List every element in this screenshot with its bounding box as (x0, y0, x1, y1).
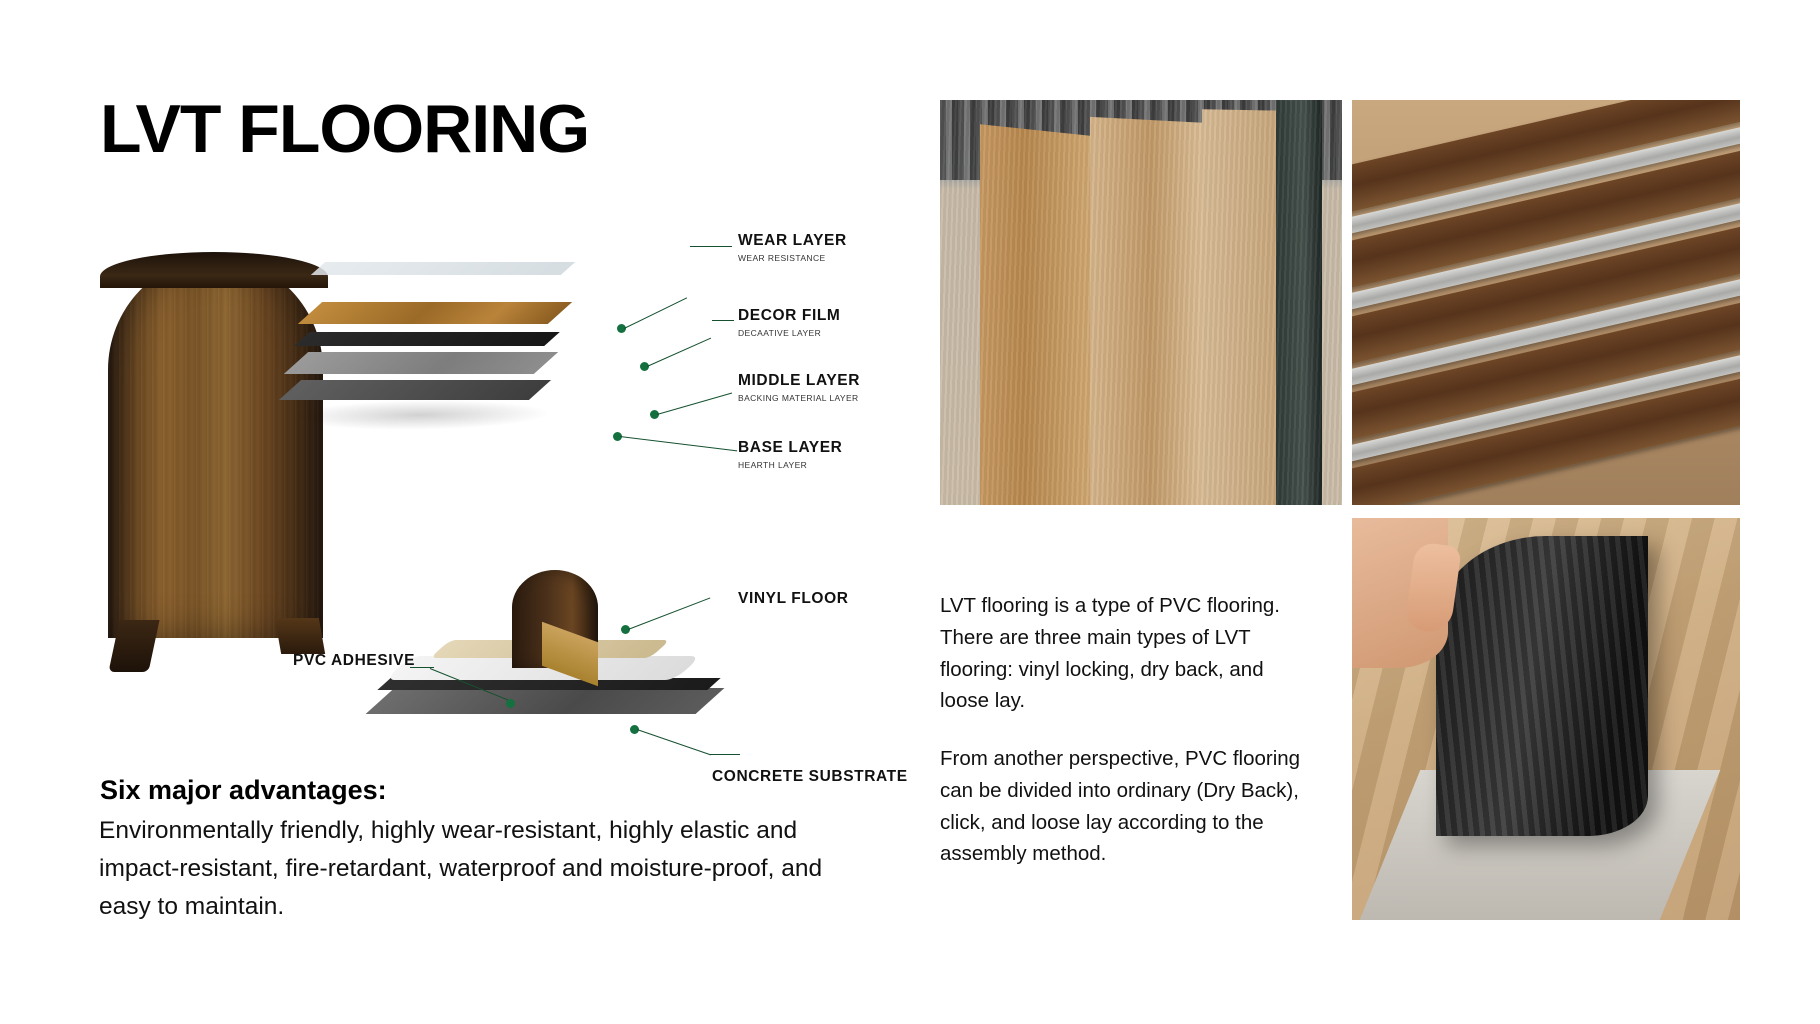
callout-vinyl-floor (738, 590, 849, 608)
slab-concrete-substrate (366, 688, 725, 714)
leader-line-middle (657, 393, 732, 415)
callout-base-layer-title: BASE LAYER (738, 439, 843, 456)
description-text-block (940, 590, 1318, 896)
layer-base (279, 380, 551, 400)
callout-wear-layer (738, 232, 847, 263)
callout-concrete-substrate (712, 768, 908, 786)
page-title: LVT FLOORING (100, 91, 590, 167)
curved-plank-tail-right (275, 618, 325, 654)
callout-pvc-adhesive (293, 652, 415, 670)
leader-line-decor-h (712, 320, 734, 321)
callout-base-layer-subtitle: HEARTH LAYER (738, 460, 808, 470)
layer-middle (284, 352, 558, 374)
layer-shadow (273, 400, 566, 430)
callout-middle-layer-title: MIDDLE LAYER (738, 372, 861, 389)
callout-decor-film-title: DECOR FILM (738, 307, 841, 324)
photo-stacked-planks-grain (940, 100, 1342, 505)
description-paragraph-2: From another perspective, PVC flooring can be divided into ordinary (Dry Back), click, and loose lay according to the assembly method. (940, 747, 1301, 866)
photo-fanned-planks (1352, 100, 1740, 505)
layer-wear (311, 262, 575, 275)
advantages-body: Environmentally friendly, highly wear-resistant, highly elastic and impact-resistant, fire-retardant, waterproof and moisture-proof, and easy to maintain. (99, 817, 823, 921)
callout-pvc-adhesive-title: PVC ADHESIVE (293, 652, 416, 669)
layer-decor-film (298, 302, 572, 324)
callout-wear-layer-subtitle: WEAR RESISTANCE (738, 253, 826, 263)
callout-decor-film-subtitle: DECAATIVE LAYER (738, 328, 822, 338)
photo-hand-bent-plank-texture (1436, 536, 1648, 836)
callout-middle-layer-subtitle: BACKING MATERIAL LAYER (738, 393, 859, 403)
callout-concrete-substrate-title: CONCRETE SUBSTRATE (712, 768, 908, 785)
layer-black-core (294, 332, 560, 346)
callout-wear-layer-title: WEAR LAYER (738, 232, 847, 249)
leader-line-concrete-h (710, 754, 740, 755)
callout-vinyl-floor-title: VINYL FLOOR (738, 590, 849, 607)
callout-base-layer (738, 439, 842, 470)
layer-structure-diagram (290, 240, 610, 460)
photo-hand-bending-plank (1352, 518, 1740, 920)
leader-line-wear (624, 297, 687, 329)
description-paragraph-1: LVT flooring is a type of PVC flooring. There are three main types of LVT flooring: vinyl locking, dry back, and loose lay. (940, 594, 1280, 713)
photo-stacked-planks (940, 100, 1342, 505)
leader-line-decor (647, 338, 711, 367)
leader-line-base (620, 436, 737, 451)
callout-decor-film (738, 307, 840, 338)
leader-line-wear-h (690, 246, 732, 247)
advantages-heading: Six major advantages: (100, 775, 387, 805)
callout-middle-layer (738, 372, 860, 403)
adhesive-structure-diagram (370, 570, 770, 740)
